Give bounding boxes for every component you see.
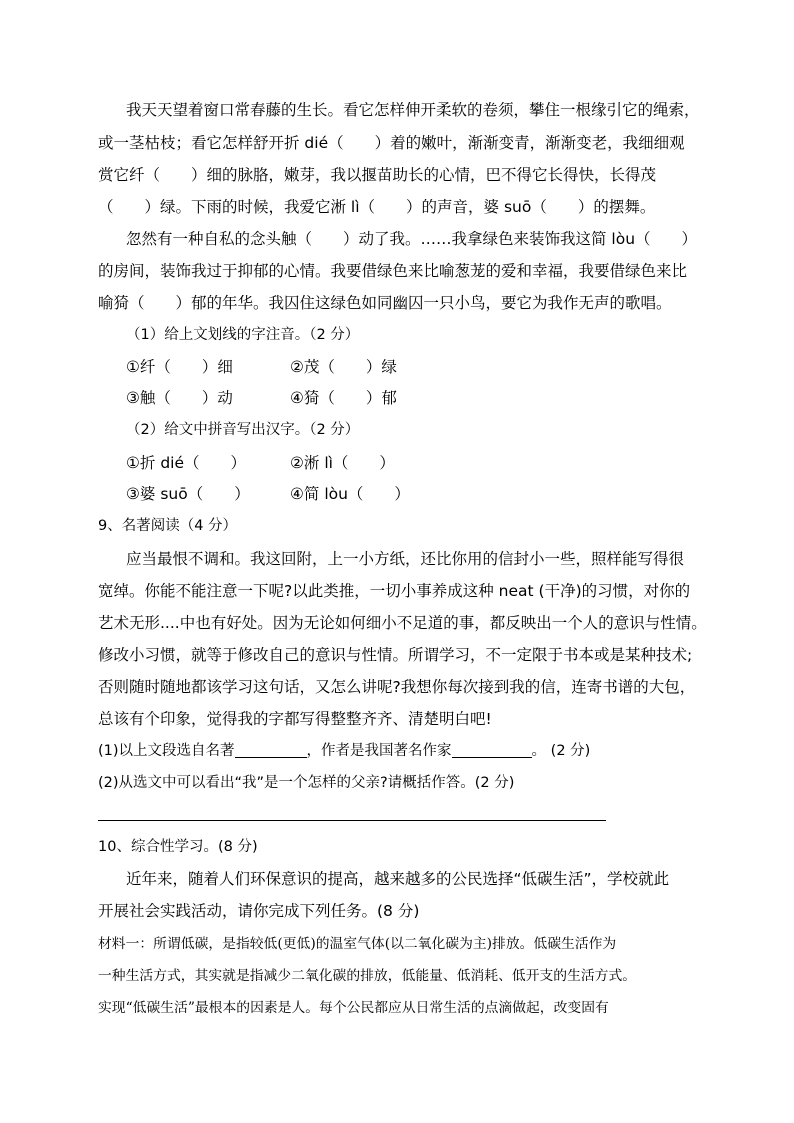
q8-1-item: ④猗（ ）郁 xyxy=(290,389,397,407)
q9-line: 应当最恨不调和。我这回附，上一小方纸，还比你用的信封小一些，照样能写得很 xyxy=(126,550,685,568)
answer-blank-book[interactable] xyxy=(235,741,307,758)
q10-material-line: 一种生活方式，其实就是指减少二氧化碳的排放，低能量、低消耗、低开支的生活方式。 xyxy=(98,968,637,984)
passage1-line: （ ）绿。下雨的时候，我爱它淅 lì（ ）的声音，婆 suō（ ）的摆舞。 xyxy=(98,198,656,216)
passage1-line: 我天天望着窗口常春藤的生长。看它怎样伸开柔软的卷须，攀住一根缘引它的绳索， xyxy=(126,101,700,119)
q8-2-item: ④简 lòu（ ） xyxy=(290,485,410,503)
q8-1-item: ③触（ ）动 xyxy=(126,389,233,407)
q10-material-line: 材料一：所谓低碳，是指较低(更低)的温室气体(以二氧化碳为主)排放。低碳生活作为 xyxy=(98,936,617,952)
passage1-line: 或一茎枯枝；看它怎样舒开折 dié（ ）着的嫩叶，渐渐变青，渐渐变老，我细细观 xyxy=(98,134,685,152)
q9-line: 艺术无形....中也有好处。因为无论如何细小不足道的事，都反映出一个人的意识与性情。 xyxy=(98,614,707,632)
q9-sub1-text: 。 (2 分) xyxy=(531,743,591,759)
answer-blank-author[interactable] xyxy=(452,741,532,758)
q10-intro-line: 近年来，随着人们环保意识的提高，越来越多的公民选择“低碳生活”，学校就此 xyxy=(126,870,670,888)
q9-line: 否则随时随地都该学习这句话，又怎么讲呢?我想你每次接到我的信，连寄书谱的大包， xyxy=(98,678,696,696)
q10-intro-line: 开展社会实践活动，请你完成下列任务。(8 分) xyxy=(98,902,420,920)
q9-heading: 9、名著阅读（4 分） xyxy=(98,518,238,534)
passage1-line: 的房间，装饰我过于抑郁的心情。我要借绿色来比喻葱茏的爱和幸福，我要借绿色来比 xyxy=(98,262,688,280)
q10-heading: 10、综合性学习。(8 分) xyxy=(98,839,258,855)
q9-line: 宽绰。你能不能注意一下呢?以此类推，一切小事养成这种 neat (干净)的习惯，对你的 xyxy=(98,582,691,600)
q8-2-item: ③婆 suō（ ） xyxy=(126,485,250,503)
q9-sub1-text: ，作者是我国著名作家 xyxy=(306,743,452,759)
q9-sub2: (2)从选文中可以看出“我”是一个怎样的父亲?请概括作答。(2 分) xyxy=(98,775,515,791)
passage1-line: 喻猗（ ）郁的年华。我囚住这绿色如同幽囚一只小鸟，要它为我作无声的歌唱。 xyxy=(98,294,672,312)
q8-2-item: ②淅 lì（ ） xyxy=(290,454,395,472)
answer-line[interactable] xyxy=(98,820,606,821)
q8-1-item: ①纤（ ）细 xyxy=(126,358,233,376)
q8-1-item: ②茂（ ）绿 xyxy=(290,358,397,376)
q9-line: 总该有个印象，觉得我的字都写得整整齐齐、清楚明白吧! xyxy=(98,710,492,728)
q8-1-prompt: （1）给上文划线的字注音。（2 分） xyxy=(126,327,360,343)
q9-line: 修改小习惯，就等于修改自己的意识与性情。所谓学习，不一定限于书本或是某种技术; xyxy=(98,646,693,664)
q9-sub1 xyxy=(98,741,590,761)
q8-2-prompt: （2）给文中拼音写出汉字。（2 分） xyxy=(126,422,360,438)
q8-2-item: ①折 dié（ ） xyxy=(126,454,247,472)
passage1-line: 赏它纤（ ）细的脉胳，嫩芽，我以揠苗助长的心情，巴不得它长得快，长得茂 xyxy=(98,166,657,184)
passage1-line: 忽然有一种自私的念头触（ ）动了我。……我拿绿色来装饰我这简 lòu（ ） xyxy=(126,230,698,248)
q9-sub1-text: (1)以上文段选自名著 xyxy=(98,743,235,759)
q10-material-line: 实现“低碳生活”最根本的因素是人。每个公民都应从日常生活的点滴做起，改变固有 xyxy=(98,1000,609,1016)
